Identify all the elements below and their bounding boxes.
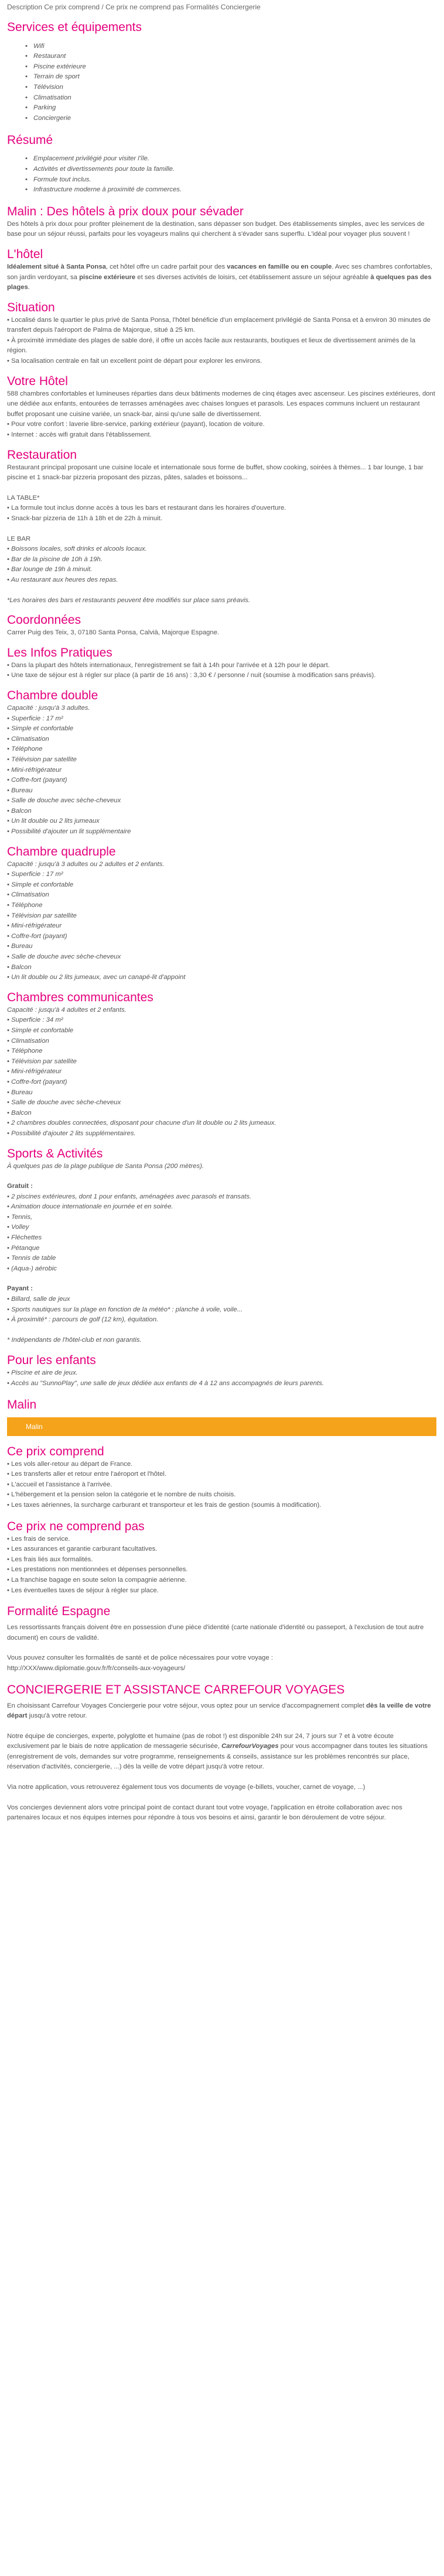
restauration-title: Restauration bbox=[7, 448, 77, 462]
room-feature-label: Téléphone bbox=[11, 902, 43, 909]
room-feature-label: Salle de douche avec sèche-cheveux bbox=[11, 1099, 121, 1107]
text-line: • Une taxe de séjour est à régler sur place (à partir de 16 ans) : 3,30 € / personne / nuit (soumise à modification sans préavis). bbox=[7, 672, 376, 679]
conciergerie-section bbox=[7, 1682, 436, 1823]
room-feature: • Un lit double ou 2 lits jumeaux bbox=[7, 818, 100, 825]
room-feature-label: Possibilité d'ajouter 2 lits supplémentaires. bbox=[11, 1129, 136, 1137]
text-line: • Dans la plupart des hôtels internationaux, l'enregistrement se fait à 14h pour l'arrivée et à 12h pour le départ. bbox=[7, 661, 330, 669]
sports-paid-items bbox=[7, 1294, 436, 1325]
room-feature-label: Bureau bbox=[11, 943, 33, 950]
services-title: Services et équipements bbox=[7, 20, 142, 34]
sports-free-items bbox=[7, 1192, 436, 1275]
hotel-text-bold-2: vacances en famille ou en couple bbox=[227, 263, 332, 270]
room-feature-label: Simple et confortable bbox=[11, 1026, 74, 1034]
sports-title: Sports & Activités bbox=[7, 1146, 103, 1160]
room-feature: • Un lit double ou 2 lits jumeaux, avec un canapé-lit d'appoint bbox=[7, 974, 186, 981]
room-feature-label: Un lit double ou 2 lits jumeaux bbox=[11, 818, 100, 825]
text-line: • Localisé dans le quartier le plus privé de Santa Ponsa, l'hôtel bénéficie d'un emplacement privilégié de Santa Ponsa et à environ 30 minutes de transfert depuis l'aéroport de Palma de Majorque, situé à 25 km. bbox=[7, 316, 431, 334]
services-list bbox=[7, 42, 436, 124]
text-line: • Les éventuelles taxes de séjour à régler sur place. bbox=[7, 1586, 159, 1594]
text-line: • Pétanque bbox=[7, 1244, 40, 1252]
votre-hotel-lines bbox=[7, 389, 436, 441]
room-feature-label: Mini-réfrigérateur bbox=[11, 922, 62, 930]
conciergerie-text-1-a: En choisissant Carrefour Voyages Conciergerie pour votre séjour, vous optez pour un service d'accompagnement complet bbox=[7, 1702, 367, 1709]
text-line: • (Aqua-) aérobic bbox=[7, 1265, 57, 1272]
text-line: • 2 piscines extérieures, dont 1 pour enfants, aménagées avec parasols et transats. bbox=[7, 1193, 252, 1200]
text-line: • Snack-bar pizzeria de 11h à 18h et de 22h à minuit. bbox=[7, 515, 162, 522]
conciergerie-title: CONCIERGERIE ET ASSISTANCE CARREFOUR VOYAGES bbox=[7, 1682, 345, 1696]
room-feature-label: Balcon bbox=[11, 963, 32, 971]
room-feature: • Superficie : 34 m² bbox=[7, 1016, 63, 1024]
room-feature-label: Bureau bbox=[11, 1088, 33, 1096]
room-feature: • Bureau bbox=[7, 943, 33, 950]
situation-title: Situation bbox=[7, 300, 55, 314]
infos-title: Les Infos Pratiques bbox=[7, 645, 112, 660]
text-line: • Tennis, bbox=[7, 1213, 33, 1221]
table-title: LA TABLE* bbox=[7, 494, 40, 502]
intro-section bbox=[7, 204, 436, 240]
room-feature-label: Coffre-fort (payant) bbox=[11, 777, 67, 784]
room-feature-label: Un lit double ou 2 lits jumeaux, avec un canapé-lit d'appoint bbox=[11, 974, 186, 981]
text-line: • Au restaurant aux heures des repas. bbox=[7, 576, 118, 583]
room-feature: • Climatisation bbox=[7, 735, 49, 743]
room-feature-label: Climatisation bbox=[11, 735, 49, 743]
room-feature-label: Balcon bbox=[11, 1109, 32, 1117]
votre-hotel-section bbox=[7, 374, 436, 441]
room-feature-label: Coffre-fort (payant) bbox=[11, 932, 67, 940]
intro-text: Des hôtels à prix doux pour profiter pleinement de la destination, sans dépasser son budget. Des établissements simples, avec les services de base pour un séjour réussi, parfaits pour les voyageurs malins qui cherchent à s'évader sans superflu. L'idéal pour voyager plus souvent ! bbox=[7, 220, 425, 238]
hotel-text-part-a: , cet hôtel offre un cadre parfait pour des bbox=[105, 263, 227, 270]
formalite-text-1: Les ressortissants français doivent être en possession d'une pièce d'identité (carte nationale d'identité ou passeport, à l'exclusion de tout autre document) en cours de validité. bbox=[7, 1624, 424, 1641]
room-feature-label: Possibilité d'ajouter un lit supplémentaire bbox=[11, 828, 131, 836]
room-feature-label: Balcon bbox=[11, 807, 32, 815]
room-section bbox=[7, 990, 436, 1139]
infos-lines bbox=[7, 661, 436, 681]
conciergerie-text-2-bold: CarrefourVoyages bbox=[221, 1743, 279, 1750]
room-feature: • Télévision par satellite bbox=[7, 1057, 77, 1065]
room-feature: • Salle de douche avec sèche-cheveux bbox=[7, 953, 121, 960]
room-feature-label: Salle de douche avec sèche-cheveux bbox=[11, 953, 121, 960]
room-feature-label: Climatisation bbox=[11, 1037, 49, 1045]
resume-title: Résumé bbox=[7, 133, 53, 147]
room-feature-label: 2 chambres doubles connectées, disposant pour chacune d'un lit double ou 2 lits jumeaux. bbox=[11, 1119, 276, 1127]
text-line: • Les taxes aériennes, la surcharge carburant et transporteur et les frais de gestion (soumis à modification). bbox=[7, 1501, 322, 1509]
hotel-text-part-d: . bbox=[28, 284, 30, 291]
text-line: • Piscine et aire de jeux. bbox=[7, 1369, 78, 1377]
room-title: Chambres communicantes bbox=[7, 990, 153, 1004]
description-tabs-line: Description Ce prix comprend / Ce prix ne comprend pas Formalités Conciergerie bbox=[7, 3, 261, 11]
room-feature: • Simple et confortable bbox=[7, 1026, 74, 1034]
text-line: • Les frais liés aux formalités. bbox=[7, 1555, 93, 1563]
hotel-text-part-b: . Avec ses chambres confortables, son jardin verdoyant, sa bbox=[7, 263, 433, 281]
text-line: • Volley bbox=[7, 1224, 29, 1231]
services-section bbox=[7, 20, 436, 124]
room-feature-label: Superficie : 17 m² bbox=[11, 715, 63, 722]
hotel-text-bold-1: Idéalement situé à Santa Ponsa bbox=[7, 263, 106, 270]
formalite-title: Formalité Espagne bbox=[7, 1605, 111, 1619]
room-feature-label: Coffre-fort (payant) bbox=[11, 1078, 67, 1086]
coordonnees-section bbox=[7, 613, 436, 638]
room-capacity: Capacité : jusqu'à 3 adultes ou 2 adultes et 2 enfants. bbox=[7, 860, 165, 868]
list-item: • Wifi bbox=[7, 42, 436, 52]
room-feature: • Télévision par satellite bbox=[7, 755, 77, 763]
list-item: • Conciergerie bbox=[7, 114, 436, 124]
text-line: • Bar de la piscine de 10h à 19h. bbox=[7, 555, 103, 563]
enfants-section bbox=[7, 1353, 436, 1389]
room-feature: • Balcon bbox=[7, 1109, 32, 1117]
text-line: • Les transferts aller et retour entre l'aéroport et l'hôtel. bbox=[7, 1471, 166, 1478]
list-item: • Activités et divertissements pour toute la famille. bbox=[7, 164, 436, 175]
infos-section bbox=[7, 645, 436, 681]
room-title: Chambre quadruple bbox=[7, 844, 116, 858]
list-item: • Restaurant bbox=[7, 51, 436, 62]
text-line: • À proximité immédiate des plages de sable doré, il offre un accès facile aux restaurants, boutiques et lieux de divertissement animés de la région. bbox=[7, 336, 415, 355]
room-feature-label: Superficie : 34 m² bbox=[11, 1016, 63, 1024]
list-item: • Formule tout inclus. bbox=[7, 175, 436, 186]
room-title: Chambre double bbox=[7, 688, 98, 702]
room-feature: • Balcon bbox=[7, 963, 32, 971]
malin-banner: Malin bbox=[7, 1417, 436, 1436]
text-line: • Boissons locales, soft drinks et alcools locaux. bbox=[7, 545, 147, 553]
formalite-link[interactable]: http://XXX/www.diplomatie.gouv.fr/fr/conseils-aux-voyageurs/ bbox=[7, 1664, 186, 1672]
room-feature: • Mini-réfrigérateur bbox=[7, 1068, 62, 1076]
list-item: • Piscine extérieure bbox=[7, 62, 436, 73]
sports-paid-title: Payant : bbox=[7, 1285, 33, 1293]
prix-ne-comprend-title: Ce prix ne comprend pas bbox=[7, 1519, 145, 1533]
table-items bbox=[7, 503, 436, 524]
room-feature: • Climatisation bbox=[7, 891, 49, 899]
room-feature-label: Climatisation bbox=[11, 891, 49, 899]
malin-title: Malin bbox=[7, 1397, 37, 1411]
conciergerie-text-1-c: jusqu'à votre retour. bbox=[27, 1712, 87, 1720]
formalite-text-2: Vous pouvez consulter les formalités de santé et de police nécessaires pour votre voyage : bbox=[7, 1654, 274, 1662]
room-feature: • Simple et confortable bbox=[7, 725, 74, 733]
restauration-text: Restaurant principal proposant une cuisine locale et internationale sous forme de buffet, show cooking, soirées à thèmes... 1 bar lounge, 1 bar piscine et 1 snack-bar pizzeria proposant des pizzas, pâtes, salades et boissons... bbox=[7, 463, 423, 482]
room-feature: • Bureau bbox=[7, 786, 33, 794]
room-feature: • Téléphone bbox=[7, 902, 43, 909]
restauration-section bbox=[7, 448, 436, 606]
hotel-text-part-c: et ses diverses activités de loisirs, cet établissement assure un séjour agréable bbox=[135, 273, 371, 281]
room-capacity: Capacité : jusqu'à 3 adultes. bbox=[7, 704, 90, 712]
text-line: • L'accueil et l'assistance à l'arrivée. bbox=[7, 1481, 112, 1488]
room-feature: • Simple et confortable bbox=[7, 881, 74, 888]
room-feature-label: Simple et confortable bbox=[11, 881, 74, 888]
room-feature-label: Bureau bbox=[11, 786, 33, 794]
hotel-section bbox=[7, 247, 436, 293]
bar-items bbox=[7, 544, 436, 585]
room-feature-label: Superficie : 17 m² bbox=[11, 871, 63, 878]
room-feature-label: Mini-réfrigérateur bbox=[11, 1068, 62, 1076]
text-line: • Les vols aller-retour au départ de France. bbox=[7, 1460, 133, 1468]
conciergerie-text-1-bold: dès la veille de votre départ bbox=[7, 1702, 431, 1720]
prix-ne-comprend-section bbox=[7, 1519, 436, 1596]
room-feature: • Coffre-fort (payant) bbox=[7, 777, 67, 784]
text-line: • Bar lounge de 19h à minuit. bbox=[7, 566, 93, 573]
sports-intro: À quelques pas de la plage publique de Santa Ponsa (200 mètres). bbox=[7, 1162, 204, 1170]
situation-section bbox=[7, 300, 436, 367]
enfants-items bbox=[7, 1368, 436, 1389]
conciergerie-text-2-a: Notre équipe de concierges, experte, polyglotte et humaine (pas de robot !) est disponible 24h sur 24, 7 jours sur 7 et à votre écoute exclusivement par le biais de notre application de messagerie sécurisée, bbox=[7, 1732, 394, 1750]
formalite-section bbox=[7, 1604, 436, 1674]
text-line: • Sports nautiques sur la plage en fonction de la météo* : planche à voile, voile... bbox=[7, 1306, 243, 1313]
prix-comprend-items bbox=[7, 1459, 436, 1511]
resume-list bbox=[7, 154, 436, 195]
room-feature-label: Simple et confortable bbox=[11, 725, 74, 733]
room-feature-label: Télévision par satellite bbox=[11, 755, 77, 763]
votre-hotel-title: Votre Hôtel bbox=[7, 374, 68, 388]
text-line: • Les prestations non mentionnées et dépenses personnelles. bbox=[7, 1566, 188, 1574]
list-item: • Infrastructure moderne à proximité de commerces. bbox=[7, 185, 436, 195]
room-feature-label: Salle de douche avec sèche-cheveux bbox=[11, 797, 121, 805]
room-feature: • Mini-réfrigérateur bbox=[7, 766, 62, 774]
conciergerie-text-1 bbox=[7, 1701, 436, 1722]
text-line: • Internet : accès wifi gratuit dans l'établissement. bbox=[7, 431, 152, 439]
prix-ne-comprend-items bbox=[7, 1534, 436, 1596]
text-line: • À proximité* : parcours de golf (12 km), équitation. bbox=[7, 1316, 159, 1324]
room-feature: • Climatisation bbox=[7, 1037, 49, 1045]
hotel-title: L'hôtel bbox=[7, 247, 43, 261]
coordonnees-title: Coordonnées bbox=[7, 613, 81, 627]
coordonnees-address: Carrer Puig des Teix, 3, 07180 Santa Ponsa, Calvià, Majorque Espagne. bbox=[7, 629, 220, 637]
hotel-text bbox=[7, 262, 436, 293]
room-feature: • Balcon bbox=[7, 807, 32, 815]
bar-title: LE BAR bbox=[7, 535, 31, 542]
text-line: • Tennis de table bbox=[7, 1255, 56, 1262]
room-feature: • Téléphone bbox=[7, 1047, 43, 1055]
room-feature: • Téléphone bbox=[7, 746, 43, 753]
text-line: • Fléchettes bbox=[7, 1234, 42, 1242]
text-line: • Billard, salle de jeux bbox=[7, 1296, 70, 1303]
room-feature-label: Télévision par satellite bbox=[11, 1057, 77, 1065]
restauration-note: *Les horaires des bars et restaurants peuvent être modifiés sur place sans préavis. bbox=[7, 596, 251, 604]
room-feature: • Coffre-fort (payant) bbox=[7, 1078, 67, 1086]
room-feature: • Superficie : 17 m² bbox=[7, 871, 63, 878]
room-feature: • Possibilité d'ajouter 2 lits supplémentaires. bbox=[7, 1129, 136, 1137]
hotel-text-bold-4: à quelques pas des plages bbox=[7, 273, 432, 291]
rooms bbox=[7, 688, 436, 1139]
hotel-text-bold-3: piscine extérieure bbox=[79, 273, 136, 281]
conciergerie-text-3: Via notre application, vous retrouverez également tous vos documents de voyage (e-billets, voucher, carnet de voyage, ...) bbox=[7, 1784, 366, 1791]
text-line: • Les frais de service. bbox=[7, 1535, 70, 1543]
intro-title: Malin : Des hôtels à prix doux pour sévader bbox=[7, 204, 244, 218]
sports-section bbox=[7, 1146, 436, 1346]
sports-note: * Indépendants de l'hôtel-club et non garantis. bbox=[7, 1336, 142, 1344]
text-line: 588 chambres confortables et lumineuses réparties dans deux bâtiments modernes de cinq étages avec ascenseur. Les piscines extérieures, dont une dédiée aux enfants, entourées de terrasses aménagées avec chaises longues et parasols. Les espaces communs incluent un restaurant buffet proposant une cuisine variée, un snack-bar, ainsi qu'une salle de divertissement. bbox=[7, 390, 435, 418]
room-feature: • Superficie : 17 m² bbox=[7, 715, 63, 722]
list-item: • Climatisation bbox=[7, 93, 436, 104]
conciergerie-text-2 bbox=[7, 1732, 436, 1773]
text-line: • La formule tout inclus donne accès à tous les bars et restaurant dans les horaires d'ouverture. bbox=[7, 504, 286, 512]
room-feature: • Coffre-fort (payant) bbox=[7, 932, 67, 940]
room-feature: • Salle de douche avec sèche-cheveux bbox=[7, 797, 121, 805]
room-feature: • Salle de douche avec sèche-cheveux bbox=[7, 1099, 121, 1107]
list-item: • Emplacement privilégié pour visiter l'île. bbox=[7, 154, 436, 164]
room-feature-label: Téléphone bbox=[11, 1047, 43, 1055]
sports-free-title: Gratuit : bbox=[7, 1183, 33, 1190]
malin-section bbox=[7, 1397, 436, 1436]
room-feature-label: Téléphone bbox=[11, 746, 43, 753]
conciergerie-text-2-c: pour vous accompagner dans toutes les situations (enregistrement de vols, demandes sur votre programme, renseignements & conseils, assistance sur les problèmes rencontrés sur place, réservation d'activités, conciergerie, ...) dès la veille de votre départ jusqu'à votre retour. bbox=[7, 1743, 428, 1771]
room-feature: • Mini-réfrigérateur bbox=[7, 922, 62, 930]
text-line: • Animation douce internationale en journée et en soirée. bbox=[7, 1203, 173, 1211]
room-feature-label: Mini-réfrigérateur bbox=[11, 766, 62, 774]
room-feature: • Bureau bbox=[7, 1088, 33, 1096]
prix-comprend-title: Ce prix comprend bbox=[7, 1444, 104, 1458]
room-feature-label: Télévision par satellite bbox=[11, 912, 77, 919]
room-feature: • 2 chambres doubles connectées, disposant pour chacune d'un lit double ou 2 lits jumeaux. bbox=[7, 1119, 276, 1127]
room-capacity: Capacité : jusqu'à 4 adultes et 2 enfants. bbox=[7, 1006, 127, 1014]
room-section bbox=[7, 688, 436, 837]
text-line: • Les assurances et garantie carburant facultatives. bbox=[7, 1545, 158, 1553]
list-item: • Parking bbox=[7, 103, 436, 114]
room-feature: • Possibilité d'ajouter un lit supplémentaire bbox=[7, 828, 131, 836]
conciergerie-text-4: Vos concierges deviennent alors votre principal point de contact durant tout votre voyage, l'application en étroite collaboration avec nos partenaires locaux et nos équipes internes pour répondre à tous vos besoins et ainsi, garantir le bon déroulement de votre séjour. bbox=[7, 1804, 402, 1822]
text-line: • Pour votre confort : laverie libre-service, parking extérieur (payant), location de voiture. bbox=[7, 421, 265, 428]
enfants-title: Pour les enfants bbox=[7, 1354, 96, 1368]
list-item: • Télévision bbox=[7, 83, 436, 93]
list-item: • Terrain de sport bbox=[7, 72, 436, 83]
text-line: • Sa localisation centrale en fait un excellent point de départ pour explorer les environs. bbox=[7, 358, 262, 365]
text-line: • L'hébergement et la pension selon la catégorie et le nombre de nuits choisis. bbox=[7, 1491, 236, 1499]
text-line: • Accès au "SunnoPlay", une salle de jeux dédiée aux enfants de 4 à 12 ans accompagnés de leurs parents. bbox=[7, 1380, 324, 1387]
text-line: • La franchise bagage en soute selon la compagnie aérienne. bbox=[7, 1576, 187, 1584]
room-feature: • Télévision par satellite bbox=[7, 912, 77, 919]
prix-comprend-section bbox=[7, 1444, 436, 1511]
situation-lines bbox=[7, 315, 436, 367]
resume-section bbox=[7, 133, 436, 195]
room-section bbox=[7, 844, 436, 983]
